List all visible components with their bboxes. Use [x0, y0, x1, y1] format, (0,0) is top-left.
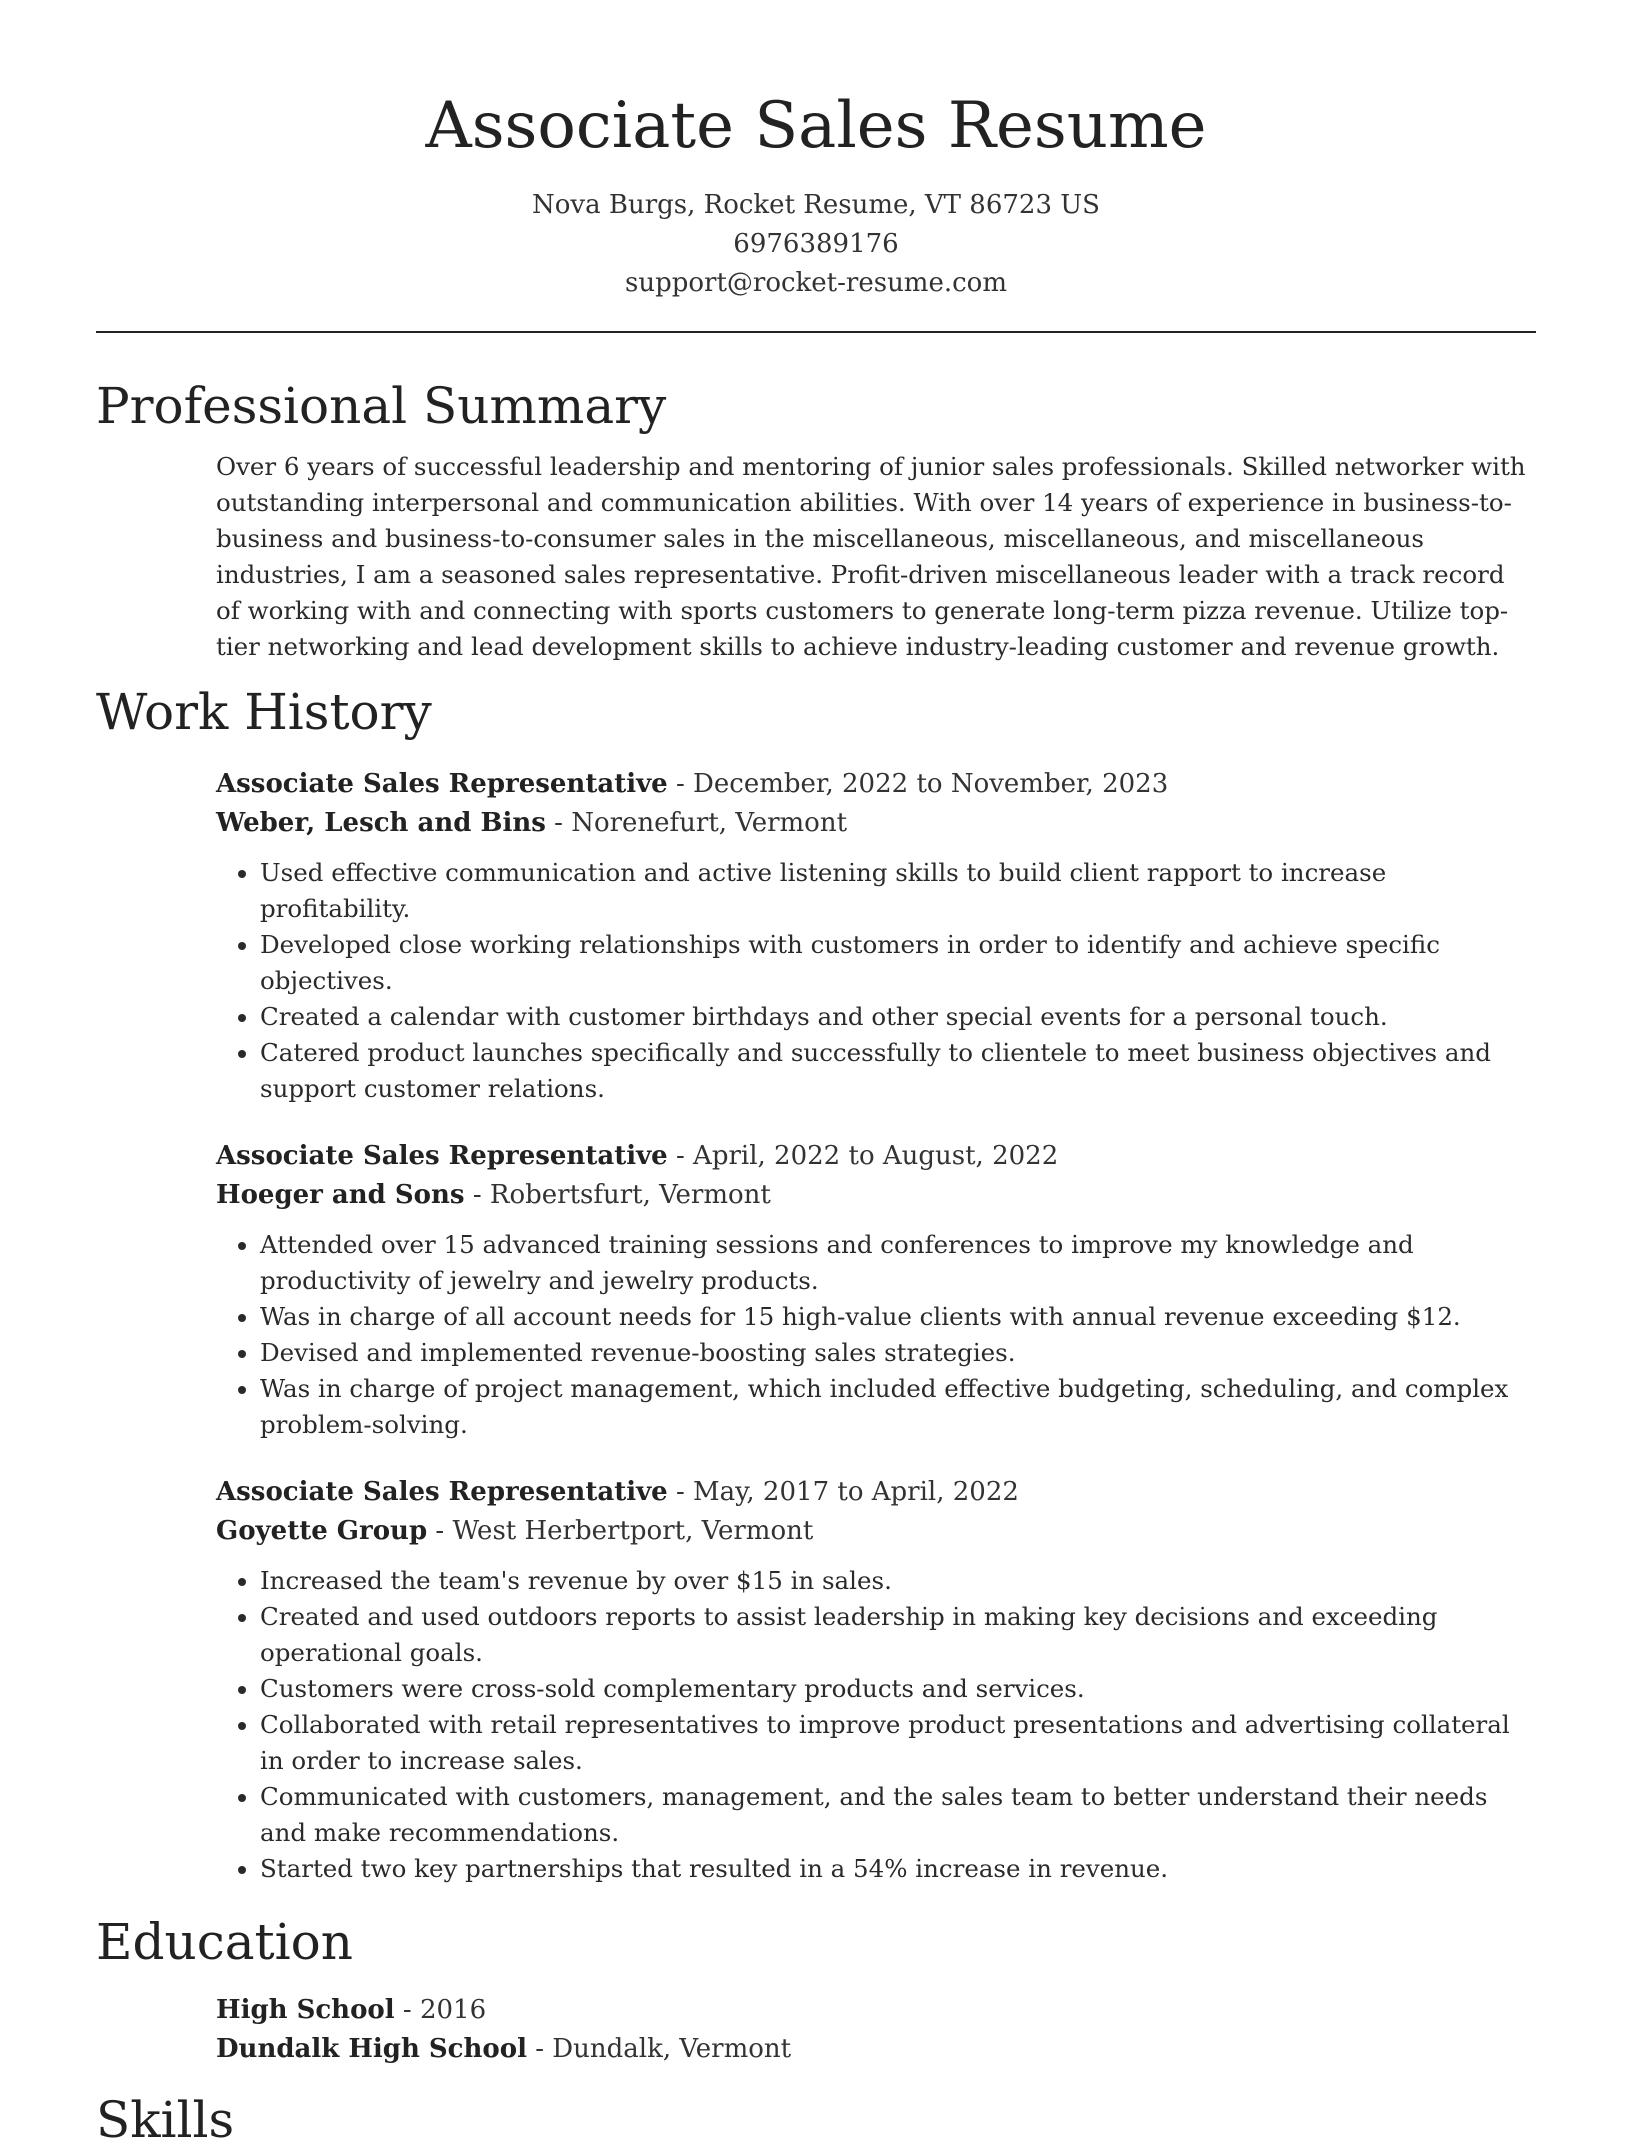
summary-section	[96, 373, 1536, 665]
job-bullet: • Created a calendar with customer birthdays and other special events for a personal touch.	[260, 999, 1536, 1035]
education-location: - Dundalk, Vermont	[526, 2034, 792, 2064]
summary-heading: Professional Summary	[96, 377, 667, 435]
job-location: - West Herbertport, Vermont	[427, 1516, 814, 1546]
job-bullet: • Devised and implemented revenue-boosting sales strategies.	[260, 1335, 1536, 1371]
job-header	[216, 765, 1536, 804]
job-employer	[216, 1176, 1536, 1215]
job-bullet: • Created and used outdoors reports to assist leadership in making key decisions and exceeding operational goals.	[260, 1599, 1536, 1671]
job-bullet: • Catered product launches specifically and successfully to clientele to meet business objectives and support customer relations.	[260, 1035, 1536, 1107]
education-school: Dundalk High School	[216, 2034, 527, 2064]
summary-text: Over 6 years of successful leadership and mentoring of junior sales professionals. Skilled networker with outstanding interpersonal and communication abilities. With over 14 years of experience in business-to-business and business-to-consumer sales in the miscellaneous, miscellaneous, and miscellaneous industries, I am a seasoned sales representative. Profit-driven miscellaneous leader with a track record of working with and connecting with sports customers to generate long-term pizza revenue. Utilize top-tier networking and lead development skills to achieve industry-leading customer and revenue growth.	[216, 452, 1526, 661]
job-bullet: • Attended over 15 advanced training sessions and conferences to improve my knowledge and productivity of jewelry and jewelry products.	[260, 1227, 1536, 1299]
job-header	[216, 1137, 1536, 1176]
jobs-list	[216, 765, 1536, 1887]
job-employer	[216, 804, 1536, 843]
job-title: Associate Sales Representative	[216, 769, 668, 799]
contact-info	[96, 186, 1536, 303]
contact-phone: 6976389176	[733, 229, 899, 259]
job-entry	[216, 1137, 1536, 1443]
job-bullets	[216, 855, 1536, 1107]
education-school-line	[216, 2030, 1536, 2069]
job-bullet: • Communicated with customers, management, and the sales team to better understand their needs and make recommendations.	[260, 1779, 1536, 1851]
resume-title: Associate Sales Resume	[425, 89, 1207, 163]
job-location: - Robertsfurt, Vermont	[464, 1180, 771, 1210]
education-degree-line	[216, 1991, 1536, 2030]
education-entry	[216, 1991, 1536, 2069]
education-section	[96, 1909, 1536, 2069]
job-company: Hoeger and Sons	[216, 1180, 465, 1210]
work-history-heading: Work History	[96, 683, 432, 741]
job-bullet: • Collaborated with retail representatives to improve product presentations and advertising collateral in order to increase sales.	[260, 1707, 1536, 1779]
job-title: Associate Sales Representative	[216, 1141, 668, 1171]
resume-header	[96, 0, 1536, 303]
job-title: Associate Sales Representative	[216, 1477, 668, 1507]
job-bullet: • Increased the team's revenue by over $15 in sales.	[260, 1563, 1536, 1599]
education-heading: Education	[96, 1913, 353, 1971]
job-dates: - April, 2022 to August, 2022	[667, 1141, 1059, 1171]
education-degree: High School	[216, 1995, 395, 2025]
job-company: Weber, Lesch and Bins	[216, 808, 546, 838]
job-bullets	[216, 1227, 1536, 1443]
job-dates: - December, 2022 to November, 2023	[667, 769, 1169, 799]
skills-section	[96, 2087, 1536, 2153]
job-bullet: • Developed close working relationships with customers in order to identify and achieve specific objectives.	[260, 927, 1536, 999]
header-divider	[96, 331, 1536, 333]
contact-address: Nova Burgs, Rocket Resume, VT 86723 US	[531, 190, 1100, 220]
job-dates: - May, 2017 to April, 2022	[667, 1477, 1019, 1507]
job-location: - Norenefurt, Vermont	[545, 808, 848, 838]
job-bullet: • Customers were cross-sold complementary products and services.	[260, 1671, 1536, 1707]
work-history-section	[96, 679, 1536, 1887]
job-company: Goyette Group	[216, 1516, 428, 1546]
education-year: - 2016	[394, 1995, 487, 2025]
job-employer	[216, 1512, 1536, 1551]
job-bullet: • Started two key partnerships that resulted in a 54% increase in revenue.	[260, 1851, 1536, 1887]
job-bullet: • Used effective communication and active listening skills to build client rapport to increase profitability.	[260, 855, 1536, 927]
contact-email: support@rocket-resume.com	[624, 268, 1007, 298]
job-entry	[216, 1473, 1536, 1887]
job-bullet: • Was in charge of all account needs for 15 high-value clients with annual revenue exceeding $12.	[260, 1299, 1536, 1335]
job-bullets	[216, 1563, 1536, 1887]
job-bullet: • Was in charge of project management, which included effective budgeting, scheduling, and complex problem-solving.	[260, 1371, 1536, 1443]
skills-heading: Skills	[96, 2091, 235, 2149]
job-entry	[216, 765, 1536, 1107]
job-header	[216, 1473, 1536, 1512]
